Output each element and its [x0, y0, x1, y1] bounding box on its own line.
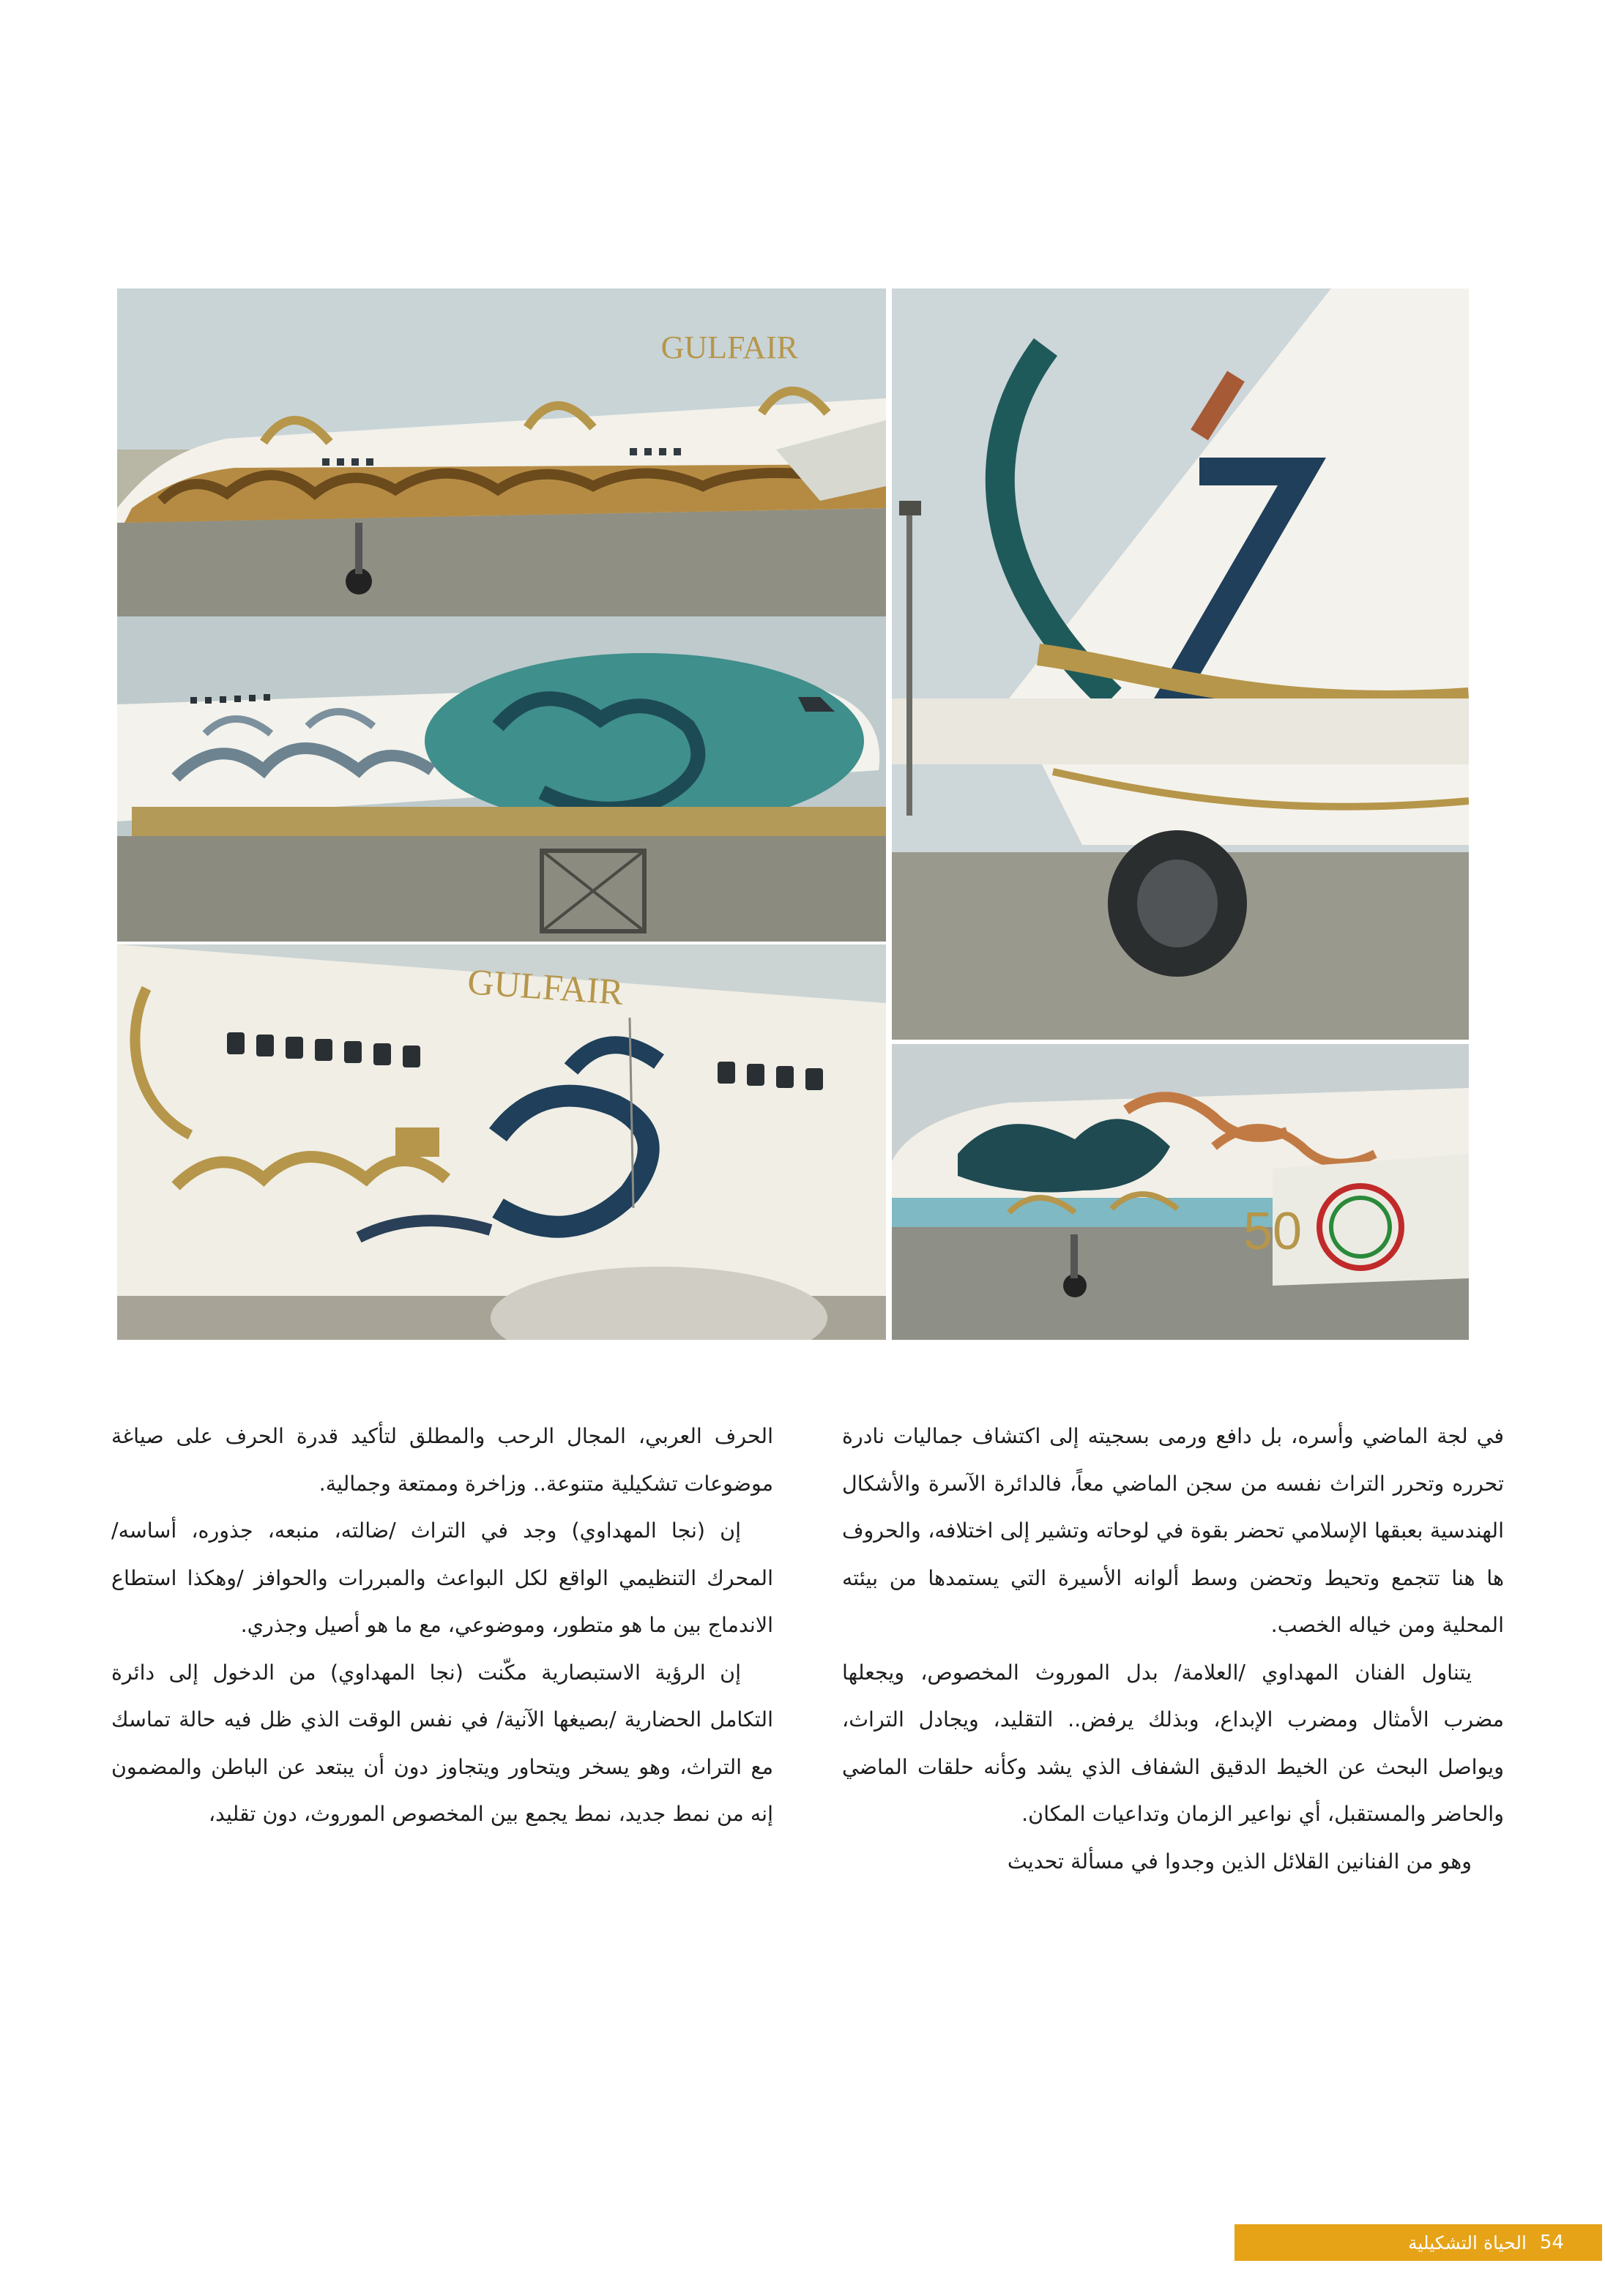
gulfair-livery-text: GULFAIR	[466, 961, 625, 1013]
anniversary-50-mark: 50	[1243, 1202, 1302, 1261]
article-paragraph: يتناول الفنان المهداوي /العلامة/ بدل الموروث المخصوص، ويجعلها مضرب الأمثال ومضرب الإبداع، وبذلك يرفض.. التقليد، ويجادل التراث، ويواصل البحث عن الخيط الدقيق الشفاف الذي يشد وكأنه حلقات الماضي والحاضر والمستقبل، أي نواعير الزمان وتداعيات المكان.	[842, 1660, 1504, 1826]
photo-tail-fin	[892, 288, 1469, 1040]
page-footer-bar	[1235, 2224, 1602, 2261]
gulfair-livery-text: GULFAIR	[660, 329, 798, 365]
article-paragraph: إن (نجا المهداوي) وجد في التراث /ضالته، منبعه، جذوره، أساسه/ المحرك التنظيمي الواقع لكل البواعث والمبررات والحوافز /وهكذا استطاع الاندماج بين ما هو متطور، وموضوعي، مع ما هو أصيل وجذري.	[111, 1518, 773, 1637]
photo-teal-calligraphy-plane	[117, 616, 886, 942]
photo-white-calligraphy-plane	[117, 944, 886, 1340]
magazine-name: الحياة التشكيلية	[1408, 2232, 1527, 2254]
photo-anniversary-plane	[892, 1044, 1469, 1340]
page-number: 54	[1539, 2232, 1564, 2254]
article-paragraph: وهو من الفنانين القلائل الذين وجدوا في مسألة تحديث	[1007, 1849, 1472, 1874]
article-paragraph: إن الرؤية الاستبصارية مكّنت (نجا المهداوي) من الدخول إلى دائرة التكامل الحضارية /بصيغها الآنية/ في نفس الوقت الذي ظل فيه حالة تماسك مع التراث، وهو يسخر ويتحاور ويتجاوز دون أن يبتعد عن الباطن والمضمون إنه من نمط جديد، نمط يجمع بين المخصوص الموروث، دون تقليد،	[111, 1660, 773, 1826]
article-paragraph: الحرف العربي، المجال الرحب والمطلق لتأكيد قدرة الحرف على صياغة موضوعات تشكيلية متنوعة.. وزاخرة وممتعة وجمالية.	[111, 1424, 773, 1496]
article-left-column	[111, 1413, 773, 2152]
article-paragraph: في لجة الماضي وأسره، بل دافع ورمى بسجيته إلى اكتشاف جماليات نادرة تحرره وتحرر التراث نفسه من سجن الماضي معاً، فالدائرة الآسرة والأشكال الهندسية بعبقها الإسلامي تحضر بقوة في لوحاته وتشير إلى اختلافه، والحروف ها هنا تتجمع وتحيط وتحضن وسط ألوانه الأسيرة التي يستمدها من بيئته المحلية ومن خياله الخصب.	[842, 1424, 1504, 1637]
article-right-column	[842, 1413, 1504, 2152]
photo-gold-calligraphy-plane	[117, 288, 886, 616]
